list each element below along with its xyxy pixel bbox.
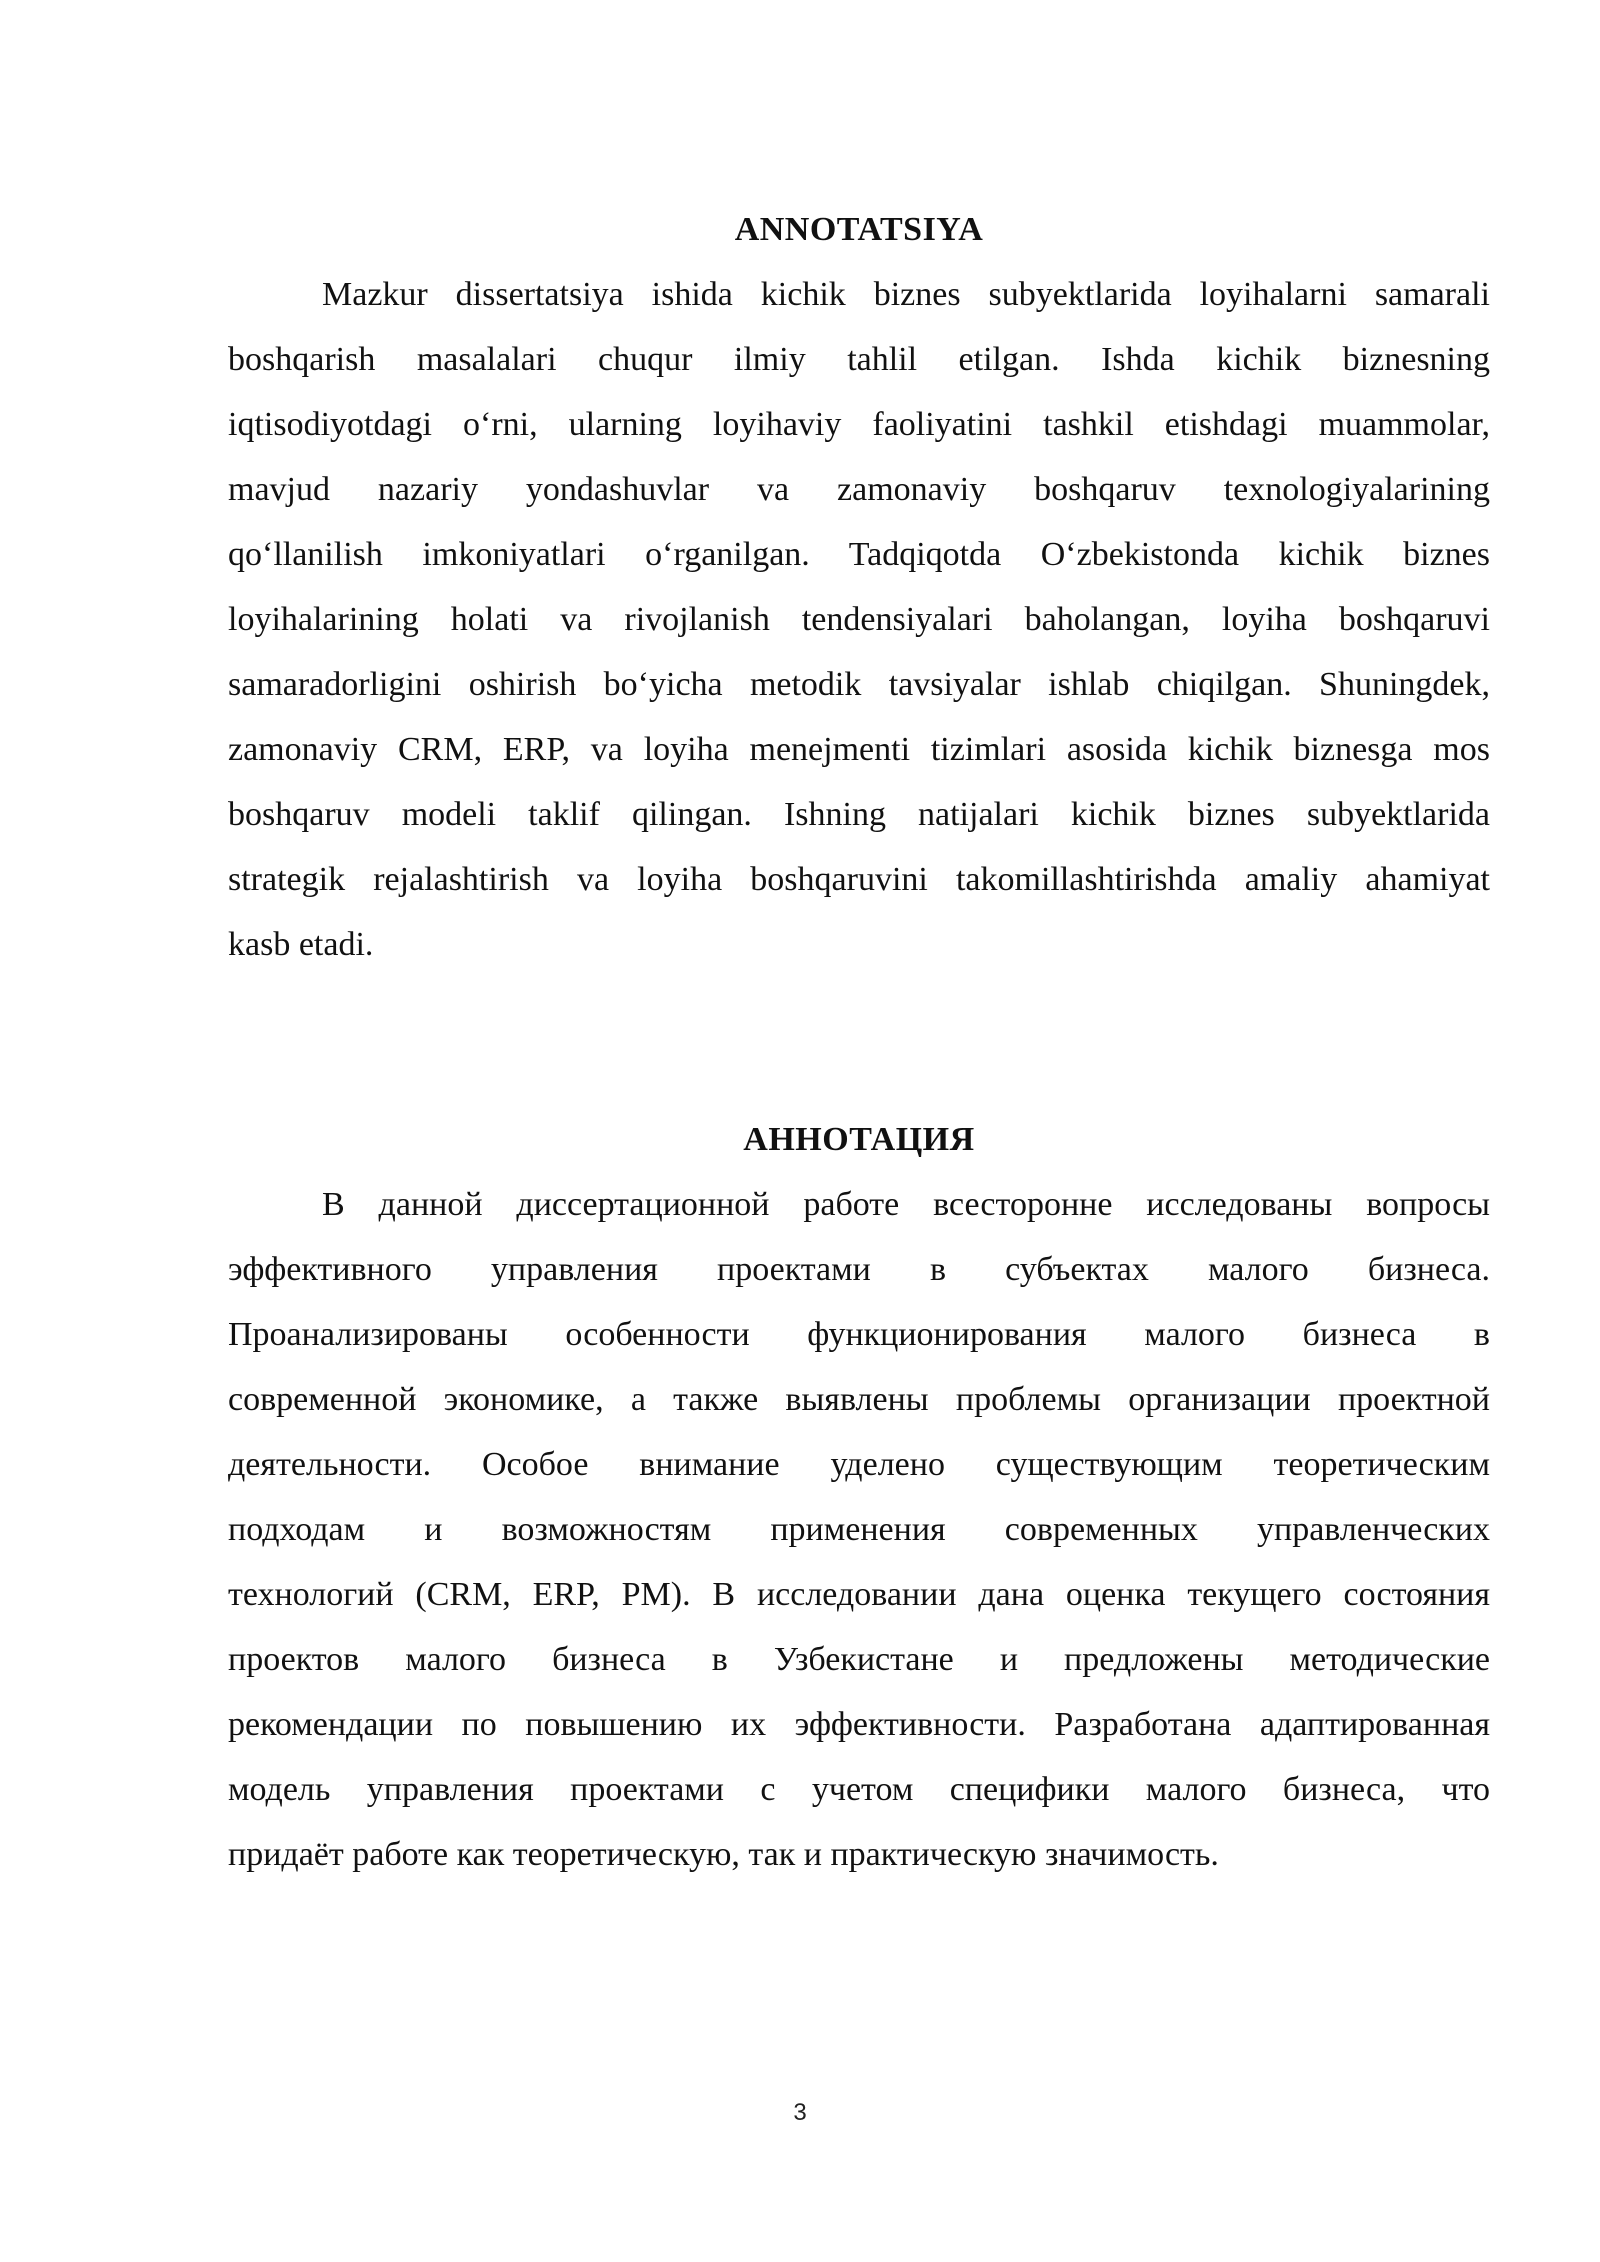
paragraph-line: Mazkur dissertatsiya ishida kichik biznes subyektlarida loyihalarni samarali: [322, 276, 1490, 313]
paragraph-line: проектов малого бизнеса в Узбекистане и предложены методические: [228, 1641, 1490, 1678]
paragraph-line: модель управления проектами с учетом специфики малого бизнеса, что: [228, 1771, 1490, 1808]
paragraph-line: Проанализированы особенности функционирования малого бизнеса в: [228, 1316, 1490, 1353]
paragraph-line: zamonaviy CRM, ERP, va loyiha menejmenti tizimlari asosida kichik biznesga mos: [228, 731, 1490, 768]
paragraph-line: придаёт работе как теоретическую, так и практическую значимость.: [228, 1836, 1219, 1873]
paragraph-line: технологий (CRM, ERP, PM). В исследовании дана оценка текущего состояния: [228, 1576, 1490, 1613]
annotation-paragraph-uzbek: [228, 262, 1490, 977]
paragraph-line: strategik rejalashtirish va loyiha boshqaruvini takomillashtirishda amaliy ahamiyat: [228, 861, 1490, 898]
paragraph-line: подходам и возможностям применения современных управленческих: [228, 1511, 1490, 1548]
annotation-paragraph-russian: [228, 1172, 1490, 1887]
annotation-title-russian: АННОТАЦИЯ: [743, 1121, 975, 1158]
page-number: 3: [793, 2099, 807, 2126]
paragraph-line: kasb etadi.: [228, 926, 374, 963]
paragraph-line: qoʻllanilish imkoniyatlari oʻrganilgan. Tadqiqotda Oʻzbekistonda kichik biznes: [228, 536, 1490, 573]
paragraph-line: деятельности. Особое внимание уделено существующим теоретическим: [228, 1446, 1490, 1483]
paragraph-line: loyihalarining holati va rivojlanish tendensiyalari baholangan, loyiha boshqaruvi: [228, 601, 1490, 638]
paragraph-line: boshqarish masalalari chuqur ilmiy tahlil etilgan. Ishda kichik biznesning: [228, 341, 1490, 378]
paragraph-line: эффективного управления проектами в субъектах малого бизнеса.: [228, 1251, 1490, 1288]
paragraph-line: рекомендации по повышению их эффективности. Разработана адаптированная: [228, 1706, 1490, 1743]
paragraph-line: В данной диссертационной работе всесторонне исследованы вопросы: [322, 1186, 1490, 1223]
annotation-title-uzbek: ANNOTATSIYA: [734, 211, 984, 248]
paragraph-line: boshqaruv modeli taklif qilingan. Ishning natijalari kichik biznes subyektlarida: [228, 796, 1490, 833]
paragraph-line: samaradorligini oshirish boʻyicha metodik tavsiyalar ishlab chiqilgan. Shuningdek,: [228, 666, 1490, 703]
paragraph-line: современной экономике, а также выявлены проблемы организации проектной: [228, 1381, 1490, 1418]
paragraph-line: mavjud nazariy yondashuvlar va zamonaviy boshqaruv texnologiyalarining: [228, 471, 1490, 508]
paragraph-line: iqtisodiyotdagi oʻrni, ularning loyihaviy faoliyatini tashkil etishdagi muammolar,: [228, 406, 1490, 443]
